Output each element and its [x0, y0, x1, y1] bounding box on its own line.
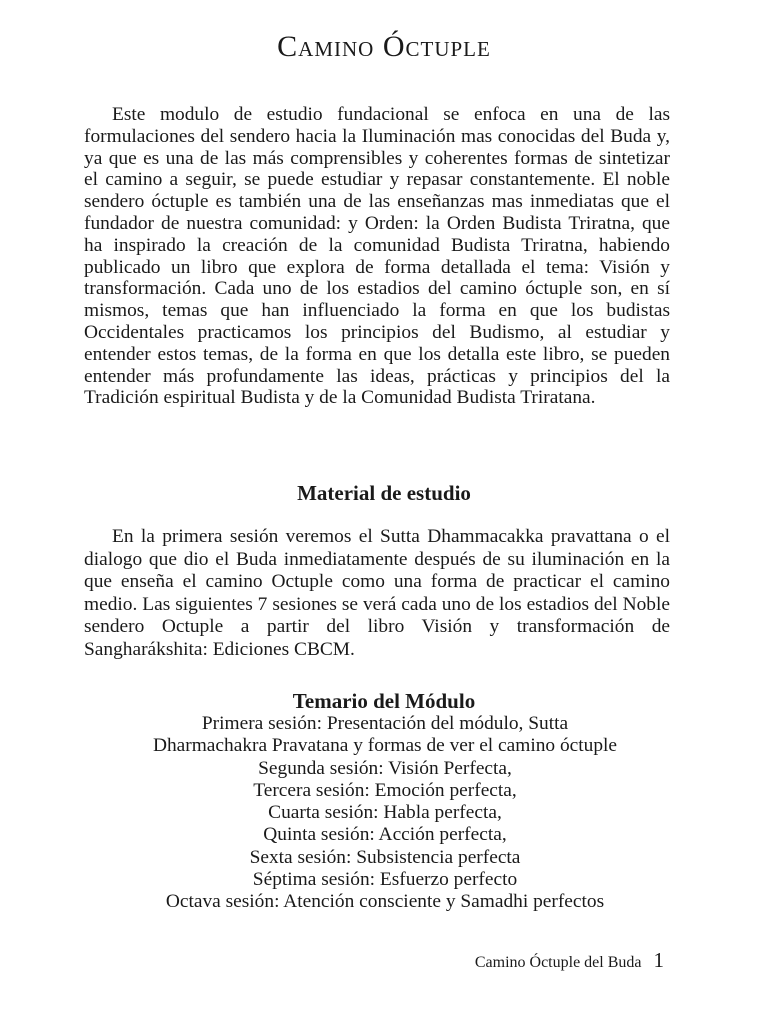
material-heading: Material de estudio	[297, 481, 471, 505]
session-line: Primera sesión: Presentación del módulo, Sutta	[201, 713, 569, 734]
session-line: Tercera sesión: Emoción perfecta,	[253, 779, 517, 801]
intro-paragraph: Este modulo de estudio fundacional se enfoca en una de las formulaciones del sendero hacia la Iluminación mas conocidas del Buda y, ya que es una de las más comprensibles y coherentes formas de sintetizar el camino a seguir, se puede estudiar y repasar constantemente. El noble sendero óctuple es también una de las enseñanzas mas inmediatas que el fundador de nuestra comunidad: y Orden: la Orden Budista Triratna, que ha inspirado la creación de la comunidad Budista Triratna, habiendo publicado un libro que explora de forma detallada el tema: Visión y transformación. Cada uno de los estadios del camino óctuple son, en sí mismos, temas que han influenciado la forma en que los budistas Occidentales practicamos los principios del Budismo, al estudiar y entender estos temas, de la forma en que los detalla este libro, se pueden entender más profundamente las ideas, prácticas y principios del la Tradición espiritual Budista y de la Comunidad Budista Triratana.	[84, 104, 670, 409]
running-title: Camino Óctuple del Buda	[474, 954, 642, 971]
page-number: 1	[653, 948, 664, 972]
session-line: Dharmachakra Pravatana y formas de ver el camino óctuple	[152, 735, 618, 757]
session-list	[60, 713, 710, 914]
session-line: Séptima sesión: Esfuerzo perfecto	[252, 869, 518, 891]
session-line: Segunda sesión: Visión Perfecta,	[258, 757, 512, 779]
page-title: Camino Óctuple	[277, 30, 491, 63]
session-line: Octava sesión: Atención consciente y Samadhi perfectos	[165, 891, 605, 913]
session-line: Sexta sesión: Subsistencia perfecta	[249, 846, 521, 868]
material-paragraph: En la primera sesión veremos el Sutta Dhammacakka pravattana o el dialogo que dio el Buda inmediatamente después de su iluminación en la que enseña el camino Octuple como una forma de practicar el camino medio. Las siguientes 7 sesiones se verá cada uno de los estadios del Noble sendero Octuple a partir del libro Visión y transformación de Sangharákshita: Ediciones CBCM.	[84, 526, 670, 660]
session-line: Cuarta sesión: Habla perfecta,	[268, 802, 502, 824]
page-footer	[475, 948, 664, 973]
session-line: Quinta sesión: Acción perfecta,	[263, 824, 507, 846]
temario-heading: Temario del Módulo	[292, 689, 476, 713]
